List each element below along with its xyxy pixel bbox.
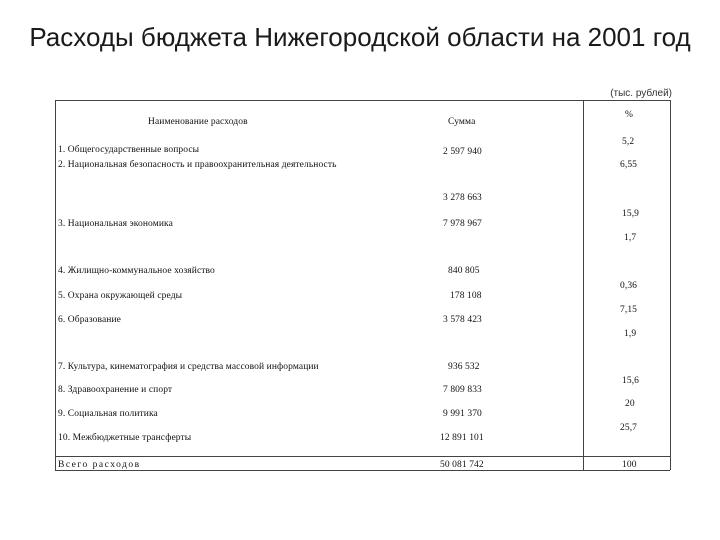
row-sum: 7 809 833: [443, 385, 482, 395]
header-pct: %: [625, 110, 634, 120]
row-name: 3. Национальная экономика: [58, 219, 173, 229]
table-right-border: [670, 100, 671, 470]
row-name: 2. Национальная безопасность и правоохранительная деятельность: [58, 160, 337, 170]
row-pct: 1,9: [624, 329, 637, 339]
row-sum: 3 278 663: [443, 193, 482, 203]
row-name: 10. Межбюджетные трансферты: [58, 433, 192, 443]
pct-column-divider: [583, 100, 584, 470]
row-pct: 15,6: [622, 376, 640, 386]
row-pct: 15,9: [622, 209, 640, 219]
total-pct: 100: [622, 460, 637, 470]
row-sum: 2 597 940: [443, 147, 482, 157]
row-name: 8. Здравоохранение и спорт: [58, 385, 173, 395]
row-sum: 840 805: [448, 266, 480, 276]
header-sum: Сумма: [448, 117, 476, 127]
row-sum: 9 991 370: [443, 409, 482, 419]
row-pct: 6,55: [620, 160, 638, 170]
total-name: Всего расходов: [58, 460, 141, 470]
row-name: 6. Образование: [58, 315, 121, 325]
units-label: (тыс. рублей): [610, 88, 672, 99]
row-pct: 1,7: [624, 233, 637, 243]
total-sum: 50 081 742: [440, 460, 484, 470]
table-row-divider: [55, 456, 670, 457]
row-sum: 12 891 101: [440, 433, 484, 443]
row-pct: 25,7: [620, 423, 638, 433]
row-sum: 178 108: [450, 291, 482, 301]
page-title: Расходы бюджета Нижегородской области на 2001 год: [29, 22, 691, 52]
row-sum: 936 532: [448, 362, 480, 372]
row-name: 9. Социальная политика: [58, 409, 158, 419]
table-bottom-border: [55, 470, 670, 471]
row-name: 5. Охрана окружающей среды: [58, 291, 183, 301]
header-name: Наименование расходов: [148, 117, 248, 127]
row-sum: 3 578 423: [443, 315, 482, 325]
row-pct: 5,2: [622, 137, 635, 147]
table-left-border: [55, 100, 56, 470]
row-pct: 7,15: [620, 305, 638, 315]
row-name: 1. Общегосударственные вопросы: [58, 145, 200, 155]
row-pct: 0,36: [620, 281, 638, 291]
row-name: 4. Жилищно-коммунальное хозяйство: [58, 266, 215, 276]
row-sum: 7 978 967: [443, 219, 482, 229]
table-top-border: [55, 100, 670, 101]
row-name: 7. Культура, кинематография и средства массовой информации: [58, 362, 319, 372]
row-pct: 20: [625, 399, 635, 409]
